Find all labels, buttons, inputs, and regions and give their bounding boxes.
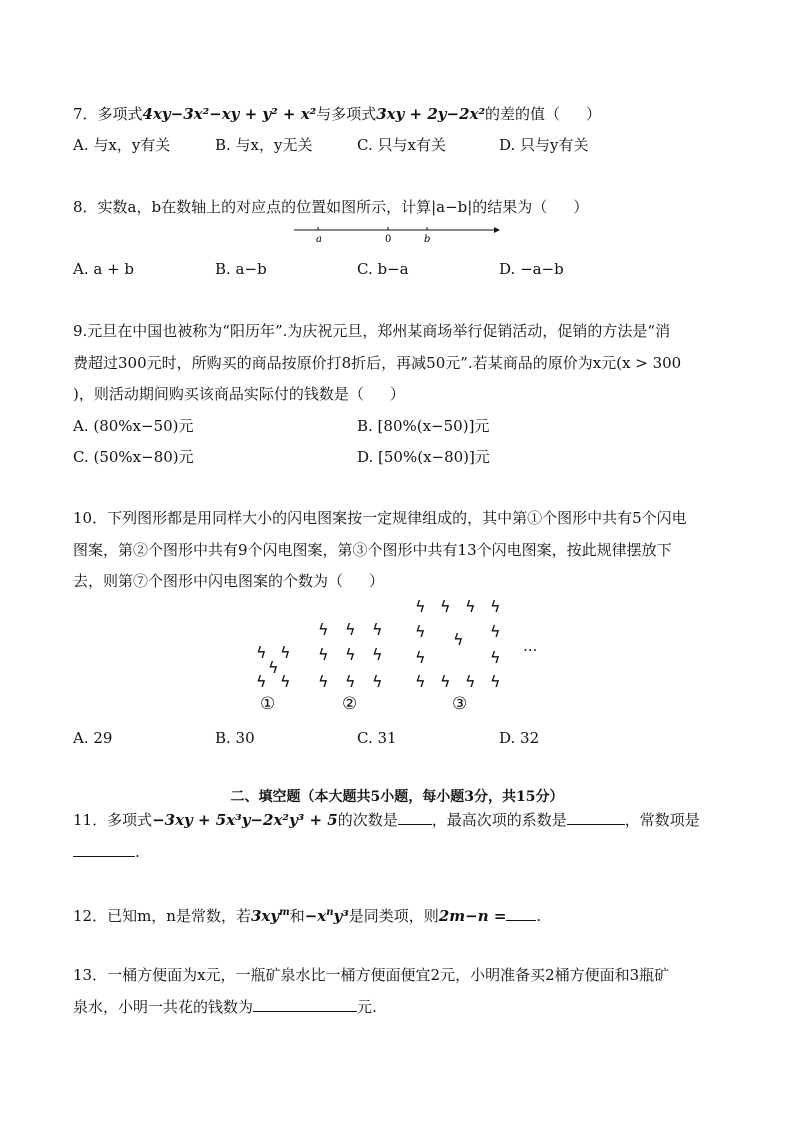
lightning-icon: ϟ [453, 630, 464, 649]
q9-line3: )，则活动期间购买该商品实际付的钱数是（ ） [73, 385, 405, 403]
axis-label-a: a [316, 234, 322, 245]
q11-line2: . [73, 842, 140, 862]
lightning-icon: ϟ [345, 645, 356, 664]
lightning-icon: ϟ [345, 620, 356, 639]
q8-option-d[interactable]: D. −a−b [499, 260, 564, 278]
q11-blank-degree[interactable] [398, 810, 432, 825]
q11-stem: 11．多项式−3xy + 5x³y−2x²y³ + 5的次数是 ，最高次项的系数是 ，常数项是 [73, 811, 700, 829]
q8-number-line [290, 222, 502, 248]
q10-option-d[interactable]: D. 32 [499, 729, 540, 747]
q8-option-b[interactable]: B. a−b [215, 260, 267, 278]
lightning-icon: ϟ [256, 643, 267, 662]
q8-stem: 8．实数a，b在数轴上的对应点的位置如图所示，计算|a−b|的结果为（ ） [73, 198, 589, 216]
q11-blank-coefficient[interactable] [567, 810, 625, 825]
lightning-icon: ϟ [280, 643, 291, 662]
figure-label-2: ② [342, 694, 358, 714]
axis-label-0: 0 [385, 234, 392, 245]
lightning-icon: ϟ [345, 672, 356, 691]
q11-blank-constant[interactable] [73, 842, 135, 857]
lightning-icon: ϟ [318, 620, 329, 639]
lightning-icon: ϟ [465, 672, 476, 691]
q9-option-a[interactable]: A. (80%x−50)元 [73, 417, 194, 435]
q9-line1: 9.元旦在中国也被称为“阳历年”.为庆祝元旦，郑州某商场举行促销活动，促销的方法是“消 [73, 322, 671, 340]
q9-option-d[interactable]: D. [50%(x−80)]元 [357, 448, 490, 466]
lightning-icon: ϟ [440, 672, 451, 691]
lightning-icon: ϟ [490, 648, 501, 667]
lightning-icon: ϟ [280, 672, 291, 691]
q9-option-b[interactable]: B. [80%(x−50)]元 [357, 417, 490, 435]
q12-blank[interactable] [506, 906, 536, 921]
q13-line1: 13．一桶方便面为x元，一瓶矿泉水比一桶方便面便宜2元，小明准备买2桶方便面和3瓶矿 [73, 966, 670, 984]
lightning-icon: ϟ [268, 658, 279, 677]
section-title: 二、填空题（本大题共5小题，每小题3分，共15分） [230, 789, 564, 805]
q13-blank[interactable] [253, 997, 357, 1012]
q7-option-b[interactable]: B. 与x，y无关 [215, 136, 313, 154]
figure-label-3: ③ [452, 694, 468, 714]
q10-option-a[interactable]: A. 29 [73, 729, 113, 747]
lightning-icon: ϟ [372, 672, 383, 691]
lightning-icon: ϟ [490, 672, 501, 691]
q13-line2: 泉水，小明一共花的钱数为 元. [73, 998, 377, 1016]
q7-option-c[interactable]: C. 只与x有关 [357, 136, 446, 154]
q7-poly1: 4xy−3x²−xy + y² + x² [142, 105, 317, 123]
q12-stem: 12．已知m，n是常数，若$3xy^m$和$-x^ny^3$是同类项，则2m−n = . [73, 907, 542, 925]
lightning-icon: ϟ [318, 645, 329, 664]
q10-line3: 去，则第⑦个图形中闪电图案的个数为（ ） [73, 572, 385, 590]
lightning-icon: ϟ [372, 620, 383, 639]
q7-poly2: 3xy + 2y−2x² [376, 105, 486, 123]
lightning-icon: ϟ [372, 645, 383, 664]
q9-line2: 费超过300元时，所购买的商品按原价打8折后，再减50元”.若某商品的原价为x元(x > 300 [73, 354, 682, 372]
lightning-icon: ϟ [490, 622, 501, 641]
lightning-icon: ϟ [465, 597, 476, 616]
figure-label-1: ① [260, 694, 276, 714]
lightning-icon: ϟ [440, 597, 451, 616]
q9-option-c[interactable]: C. (50%x−80)元 [73, 448, 194, 466]
lightning-icon: ϟ [415, 672, 426, 691]
lightning-icon: ϟ [415, 622, 426, 641]
q7-option-d[interactable]: D. 只与y有关 [499, 136, 589, 154]
lightning-icon: ϟ [415, 648, 426, 667]
q7-option-a[interactable]: A. 与x，y有关 [73, 136, 171, 154]
q8-option-a[interactable]: A. a + b [73, 260, 135, 278]
q7-stem: 7．多项式4xy−3x²−xy + y² + x²与多项式3xy + 2y−2x²的差的值（ ） [73, 105, 602, 123]
axis-label-b: b [424, 234, 431, 245]
lightning-icon: ϟ [490, 597, 501, 616]
q8-option-c[interactable]: C. b−a [357, 260, 409, 278]
q10-line2: 图案，第②个图形中共有9个闪电图案，第③个图形中共有13个闪电图案，按此规律摆放下 [73, 541, 672, 559]
lightning-icon: ϟ [415, 597, 426, 616]
lightning-icon: ϟ [256, 672, 267, 691]
q10-line1: 10．下列图形都是用同样大小的闪电图案按一定规律组成的，其中第①个图形中共有5个闪电 [73, 509, 687, 527]
ellipsis: ··· [523, 641, 538, 659]
q10-option-b[interactable]: B. 30 [215, 729, 255, 747]
q10-option-c[interactable]: C. 31 [357, 729, 397, 747]
lightning-icon: ϟ [318, 672, 329, 691]
